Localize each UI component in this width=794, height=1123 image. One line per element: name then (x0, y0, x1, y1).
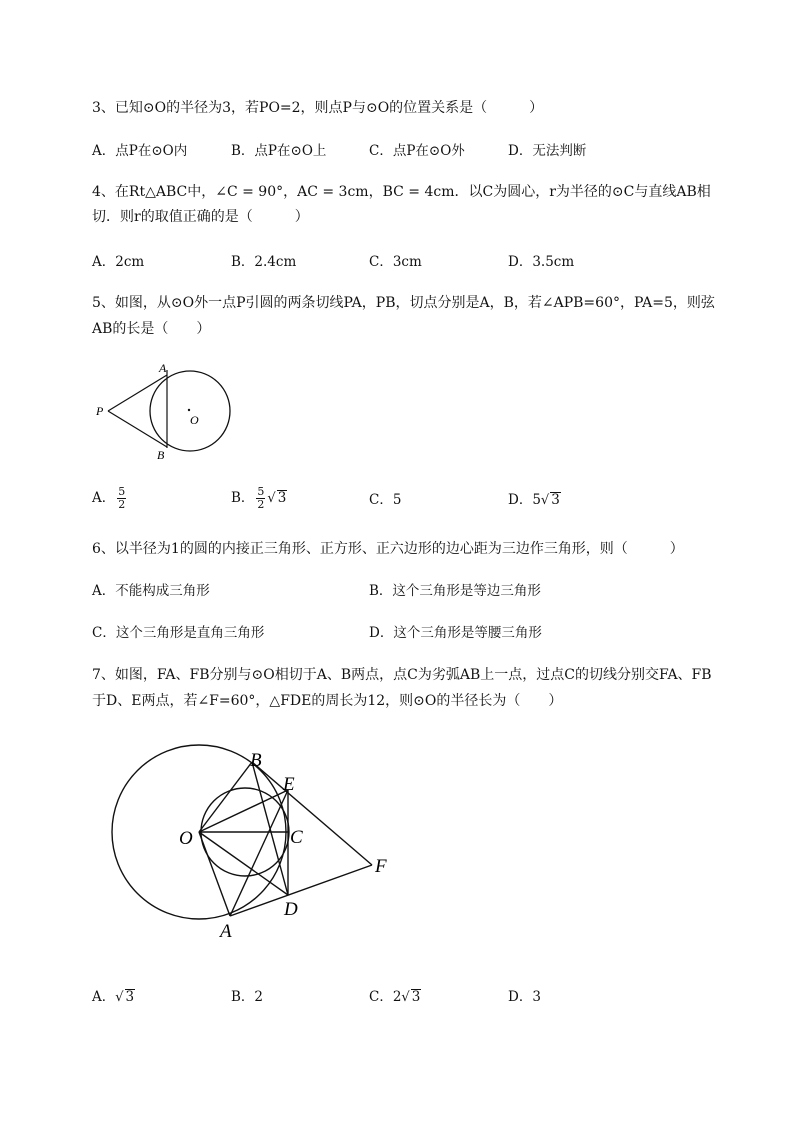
q5-option-c: C．5 (369, 492, 402, 508)
q5-label-a: A (159, 361, 167, 375)
q7-option-a-radicand: 3 (125, 989, 135, 1005)
q7-option-c-sqrt-icon: √ (401, 990, 410, 1005)
q5-option-a-prefix: A． (92, 490, 116, 506)
q5-option-d-prefix: D．5 (508, 492, 541, 508)
q5-option-a-numerator: 5 (118, 485, 126, 498)
q5-option-b-denominator: 2 (257, 498, 265, 511)
q4-option-a: A．2cm (92, 254, 145, 270)
q5-circle (150, 371, 230, 451)
q5-figure (90, 358, 240, 464)
q7-stem-line1: 7、如图，FA、FB分别与⊙O相切于A、B两点，点C为劣弧AB上一点，过点C的切线分别交FA、FB (92, 667, 712, 683)
q7-label-a: A (220, 921, 232, 942)
q7-label-o: O (179, 828, 193, 849)
q7-stem-line2: 于D、E两点，若∠F=60°，△FDE的周长为12，则⊙O的半径长为（ ） (92, 693, 563, 709)
q7-segment-oa (199, 832, 230, 916)
q5-tangent-pb (108, 411, 167, 447)
q5-option-d-sqrt-icon: √ (540, 493, 550, 508)
q7-label-d: D (284, 899, 298, 920)
q5-option-b-fraction (256, 486, 265, 511)
q7-figure (100, 740, 410, 945)
q5-center-dot (188, 409, 190, 411)
q5-option-d-radicand: 3 (551, 492, 560, 508)
q7-option-c (369, 988, 421, 1007)
q6-option-b: B．这个三角形是等边三角形 (369, 583, 541, 599)
q5-option-a-denominator: 2 (118, 498, 126, 511)
q7-segment-ae (230, 790, 288, 916)
q6-option-c: C．这个三角形是直角三角形 (92, 625, 265, 641)
q7-option-a-sqrt-icon: √ (115, 990, 124, 1005)
q7-segment-oe (199, 790, 288, 832)
q4-option-c: C．3cm (369, 254, 422, 270)
q3-option-b: B．点P在⊙O上 (231, 143, 327, 159)
q3-option-a: A．点P在⊙O内 (92, 143, 188, 159)
q5-stem-line1: 5、如图，从⊙O外一点P引圆的两条切线PA，PB，切点分别是A，B，若∠APB=60°，PA=5，则弦 (92, 295, 715, 311)
q4-option-b: B．2.4cm (231, 254, 297, 270)
q3-option-c: C．点P在⊙O外 (369, 143, 465, 159)
q5-label-b: B (157, 448, 165, 462)
q7-tangent-fa (230, 865, 372, 916)
q6-stem: 6、以半径为1的圆的内接正三角形、正方形、正六边形的边心距为三边作三角形，则（ ） (92, 541, 684, 557)
q7-label-b: B (250, 750, 262, 771)
q5-stem-line2: AB的长是（ ） (92, 321, 211, 337)
q5-option-b (231, 486, 287, 511)
q7-option-a (92, 988, 135, 1007)
q4-stem-line1: 4、在Rt△ABC中，∠C = 90°，AC = 3cm，BC = 4cm．以C为圆心，r为半径的⊙C与直线AB相 (92, 184, 711, 200)
q5-option-b-numerator: 5 (257, 485, 265, 498)
q5-option-d (508, 491, 561, 510)
q5-option-a-fraction (117, 486, 126, 511)
q5-option-b-sqrt-icon: √ (267, 491, 276, 506)
q6-option-a: A．不能构成三角形 (92, 583, 210, 599)
q5-label-p: P (96, 404, 104, 418)
q7-tangent-fb (252, 762, 372, 865)
q7-segment-ob (199, 762, 252, 832)
q7-option-b: B．2 (231, 989, 264, 1005)
q5-option-b-radicand: 3 (277, 490, 287, 506)
q3-stem: 3、已知⊙O的半径为3，若PO=2，则点P与⊙O的位置关系是（ ） (92, 100, 544, 116)
q7-option-a-prefix: A． (92, 989, 116, 1005)
q4-option-d: D．3.5cm (508, 254, 575, 270)
q4-stem-line2: 切．则r的取值正确的是（ ） (92, 209, 309, 225)
q7-label-e: E (283, 774, 295, 795)
q7-option-c-radicand: 3 (411, 989, 421, 1005)
q7-option-d: D．3 (508, 989, 541, 1005)
q7-option-c-prefix: C．2 (369, 989, 402, 1005)
q7-label-c: C (290, 827, 303, 848)
q7-label-f: F (375, 856, 387, 877)
q6-option-d: D．这个三角形是等腰三角形 (369, 625, 542, 641)
q3-option-d: D．无法判断 (508, 143, 587, 159)
q5-option-a (92, 486, 128, 511)
q5-tangent-pa (108, 375, 167, 411)
q5-label-o: O (190, 413, 199, 427)
q5-option-b-prefix: B． (231, 490, 255, 506)
